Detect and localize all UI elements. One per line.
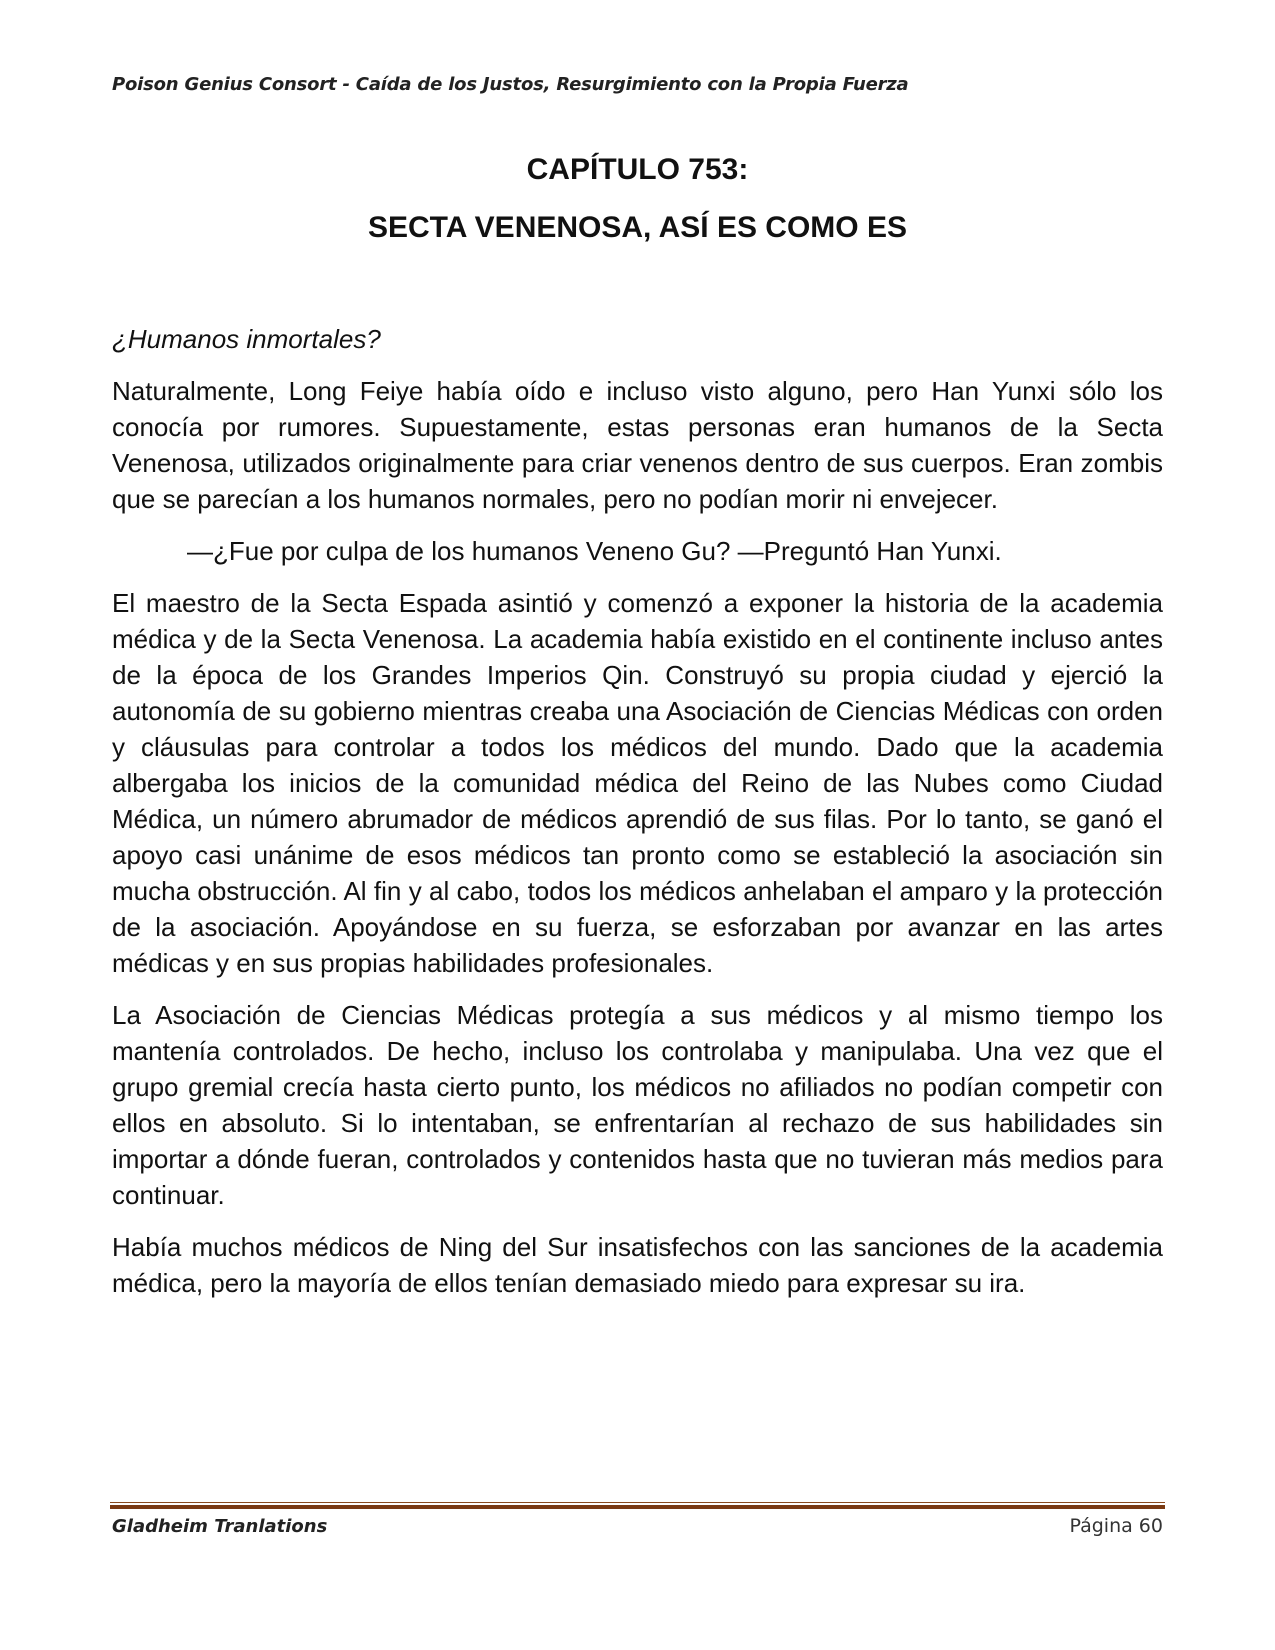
paragraph: El maestro de la Secta Espada asintió y comenzó a exponer la historia de la academia médica y de la Secta Venenosa. La academia había existido en el continente incluso antes de la época de los Grandes Imperios Qin. Construyó su propia ciudad y ejerció la autonomía de su gobierno mientras creaba una Asociación de Ciencias Médicas con orden y cláusulas para controlar a todos los médicos del mundo. Dado que la academia albergaba los inicios de la comunidad médica del Reino de las Nubes como Ciudad Médica, un número abrumador de médicos aprendió de sus filas. Por lo tanto, se ganó el apoyo casi unánime de esos médicos tan pronto como se estableció la asociación sin mucha obstrucción. Al fin y al cabo, todos los médicos anhelaban el amparo y la protección de la asociación. Apoyándose en su fuerza, se esforzaban por avanzar en las artes médicas y en sus propias habilidades profesionales. <box>112 588 1163 978</box>
paragraph: Naturalmente, Long Feiye había oído e incluso visto alguno, pero Han Yunxi sólo los conocía por rumores. Supuestamente, estas personas eran humanos de la Secta Venenosa, utilizados originalmente para criar venenos dentro de sus cuerpos. Eran zombis que se parecían a los humanos normales, pero no podían morir ni envejecer. <box>112 376 1163 514</box>
paragraph-opening-question: ¿Humanos inmortales? <box>112 324 381 354</box>
footer-divider-thin <box>110 1502 1165 1503</box>
running-header-title: Poison Genius Consort - Caída de los Justos, Resurgimiento con la Propia Fuerza <box>112 74 909 95</box>
footer-divider-thick <box>110 1505 1165 1509</box>
paragraph-dialog: —¿Fue por culpa de los humanos Veneno Gu? —Preguntó Han Yunxi. <box>187 536 1002 566</box>
footer-divider <box>110 1502 1165 1509</box>
chapter-number: CAPÍTULO 753: <box>526 153 749 186</box>
chapter-body <box>112 321 1163 1317</box>
page-number: Página 60 <box>1069 1515 1163 1537</box>
chapter-title: SECTA VENENOSA, ASÍ ES COMO ES <box>368 211 907 244</box>
paragraph: Había muchos médicos de Ning del Sur insatisfechos con las sanciones de la academia médica, pero la mayoría de ellos tenían demasiado miedo para expresar su ira. <box>112 1232 1163 1298</box>
footer-translator-credit: Gladheim Tranlations <box>112 1516 328 1537</box>
paragraph: La Asociación de Ciencias Médicas protegía a sus médicos y al mismo tiempo los mantenía controlados. De hecho, incluso los controlaba y manipulaba. Una vez que el grupo gremial crecía hasta cierto punto, los médicos no afiliados no podían competir con ellos en absoluto. Si lo intentaban, se enfrentarían al rechazo de sus habilidades sin importar a dónde fueran, controlados y contenidos hasta que no tuvieran más medios para continuar. <box>112 1000 1163 1210</box>
